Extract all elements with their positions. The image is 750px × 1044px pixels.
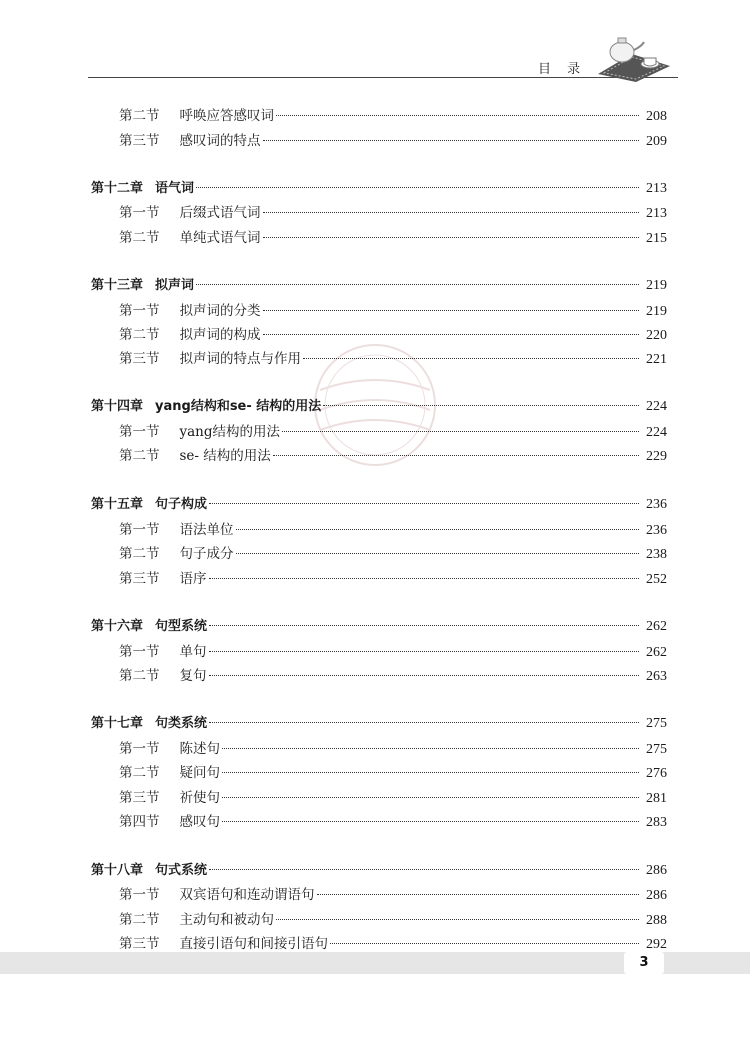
chapter-title: yang结构和se- 结构的用法 bbox=[155, 399, 322, 414]
entry-number: 第二节 bbox=[119, 668, 160, 684]
entry-page: 286 bbox=[646, 888, 667, 903]
chapter-title: 句式系统 bbox=[155, 863, 208, 878]
chapter-page: 213 bbox=[646, 181, 667, 196]
entry-page: 209 bbox=[646, 134, 667, 149]
chapter-page: 224 bbox=[646, 399, 667, 414]
toc-entry[interactable] bbox=[119, 106, 667, 126]
entry-title: 语序 bbox=[179, 571, 207, 587]
entry-title: 感叹词的特点 bbox=[179, 133, 261, 149]
entry-page: 281 bbox=[646, 791, 667, 806]
chapter-number: 第十八章 bbox=[91, 863, 144, 878]
chapter-number: 第十二章 bbox=[91, 181, 144, 196]
dot-leader bbox=[263, 211, 640, 213]
chapter-title: 语气词 bbox=[155, 181, 195, 196]
entry-title: 语法单位 bbox=[179, 522, 234, 538]
chapter-title: 句类系统 bbox=[155, 716, 208, 731]
chapter-page: 286 bbox=[646, 863, 667, 878]
dot-leader bbox=[209, 650, 640, 652]
dot-leader bbox=[209, 721, 639, 723]
entry-title: 主动句和被动句 bbox=[179, 912, 274, 928]
toc-entry[interactable] bbox=[119, 763, 667, 783]
dot-leader bbox=[323, 404, 639, 406]
entry-page: 252 bbox=[646, 572, 667, 587]
dot-leader bbox=[209, 502, 639, 504]
entry-number: 第二节 bbox=[119, 765, 160, 781]
toc-chapter-entry[interactable] bbox=[91, 861, 667, 881]
dot-leader bbox=[273, 454, 639, 456]
entry-number: 第二节 bbox=[119, 546, 160, 562]
dot-leader bbox=[209, 624, 639, 626]
dot-leader bbox=[222, 796, 639, 798]
entry-title: 拟声词的特点与作用 bbox=[179, 351, 301, 367]
entry-number: 第一节 bbox=[119, 205, 160, 221]
entry-page: 238 bbox=[646, 547, 667, 562]
chapter-number: 第十七章 bbox=[91, 716, 144, 731]
toc-entry[interactable] bbox=[119, 520, 667, 540]
page-header-title: 目 录 bbox=[538, 62, 587, 77]
toc-entry[interactable] bbox=[119, 788, 667, 808]
entry-number: 第二节 bbox=[119, 448, 160, 464]
entry-number: 第一节 bbox=[119, 887, 160, 903]
toc-chapter-entry[interactable] bbox=[91, 495, 667, 515]
entry-title: 复句 bbox=[179, 668, 207, 684]
toc-entry[interactable] bbox=[119, 885, 667, 905]
entry-page: 263 bbox=[646, 669, 667, 684]
chapter-number: 第十三章 bbox=[91, 278, 144, 293]
toc-entry[interactable] bbox=[119, 934, 667, 954]
entry-title: 拟声词的构成 bbox=[179, 327, 261, 343]
entry-title: 疑问句 bbox=[179, 765, 220, 781]
entry-number: 第二节 bbox=[119, 912, 160, 928]
entry-number: 第一节 bbox=[119, 424, 160, 440]
entry-page: 220 bbox=[646, 328, 667, 343]
entry-page: 276 bbox=[646, 766, 667, 781]
entry-number: 第一节 bbox=[119, 741, 160, 757]
chapter-page: 219 bbox=[646, 278, 667, 293]
dot-leader bbox=[236, 552, 640, 554]
entry-title: yang结构的用法 bbox=[179, 424, 281, 440]
dot-leader bbox=[263, 139, 640, 141]
entry-page: 262 bbox=[646, 645, 667, 660]
chapter-title: 句型系统 bbox=[155, 619, 208, 634]
entry-title: 单句 bbox=[179, 644, 207, 660]
dot-leader bbox=[276, 114, 639, 116]
entry-page: 292 bbox=[646, 937, 667, 952]
toc-entry[interactable] bbox=[119, 301, 667, 321]
toc-chapter-entry[interactable] bbox=[91, 617, 667, 637]
entry-title: 拟声词的分类 bbox=[179, 303, 261, 319]
entry-page: 213 bbox=[646, 206, 667, 221]
toc-entry[interactable] bbox=[119, 739, 667, 759]
dot-leader bbox=[330, 942, 639, 944]
page-number: 3 bbox=[624, 952, 664, 974]
entry-number: 第一节 bbox=[119, 303, 160, 319]
dot-leader bbox=[236, 528, 640, 530]
entry-number: 第三节 bbox=[119, 133, 160, 149]
entry-page: 275 bbox=[646, 742, 667, 757]
toc-entry[interactable] bbox=[119, 422, 667, 442]
toc-chapter-entry[interactable] bbox=[91, 714, 667, 734]
toc-entry[interactable] bbox=[119, 642, 667, 662]
toc-chapter-entry[interactable] bbox=[91, 179, 667, 199]
entry-title: 直接引语句和间接引语句 bbox=[179, 936, 328, 952]
toc-entry[interactable] bbox=[119, 228, 667, 248]
chapter-page: 262 bbox=[646, 619, 667, 634]
entry-number: 第三节 bbox=[119, 936, 160, 952]
dot-leader bbox=[196, 283, 639, 285]
toc-entry[interactable] bbox=[119, 349, 667, 369]
entry-number: 第二节 bbox=[119, 230, 160, 246]
dot-leader bbox=[209, 577, 640, 579]
dot-leader bbox=[276, 918, 639, 920]
toc-entry[interactable] bbox=[119, 910, 667, 930]
entry-title: 呼唤应答感叹词 bbox=[179, 108, 274, 124]
toc-entry[interactable] bbox=[119, 446, 667, 466]
chapter-page: 236 bbox=[646, 497, 667, 512]
entry-page: 229 bbox=[646, 449, 667, 464]
dot-leader bbox=[196, 186, 639, 188]
teapot-icon bbox=[592, 30, 672, 82]
entry-number: 第一节 bbox=[119, 522, 160, 538]
toc-entry[interactable] bbox=[119, 203, 667, 223]
toc-chapter-entry[interactable] bbox=[91, 276, 667, 296]
dot-leader bbox=[222, 820, 639, 822]
entry-page: 283 bbox=[646, 815, 667, 830]
entry-page: 224 bbox=[646, 425, 667, 440]
entry-title: 感叹句 bbox=[179, 814, 220, 830]
dot-leader bbox=[209, 868, 639, 870]
chapter-title: 拟声词 bbox=[155, 278, 195, 293]
dot-leader bbox=[222, 771, 639, 773]
entry-page: 288 bbox=[646, 913, 667, 928]
entry-title: 句子成分 bbox=[179, 546, 234, 562]
entry-number: 第二节 bbox=[119, 108, 160, 124]
entry-page: 215 bbox=[646, 231, 667, 246]
entry-title: 双宾语句和连动谓语句 bbox=[179, 887, 315, 903]
dot-leader bbox=[263, 333, 640, 335]
entry-number: 第四节 bbox=[119, 814, 160, 830]
chapter-title: 句子构成 bbox=[155, 497, 208, 512]
toc-entry[interactable] bbox=[119, 569, 667, 589]
toc-chapter-entry[interactable] bbox=[91, 397, 667, 417]
entry-number: 第三节 bbox=[119, 571, 160, 587]
toc-entry[interactable] bbox=[119, 131, 667, 151]
toc-entry[interactable] bbox=[119, 666, 667, 686]
entry-page: 221 bbox=[646, 352, 667, 367]
entry-page: 219 bbox=[646, 304, 667, 319]
entry-page: 236 bbox=[646, 523, 667, 538]
dot-leader bbox=[282, 430, 639, 432]
chapter-page: 275 bbox=[646, 716, 667, 731]
dot-leader bbox=[303, 357, 639, 359]
chapter-number: 第十四章 bbox=[91, 399, 144, 414]
toc-entry[interactable] bbox=[119, 812, 667, 832]
entry-number: 第三节 bbox=[119, 790, 160, 806]
entry-number: 第三节 bbox=[119, 351, 160, 367]
toc-entry[interactable] bbox=[119, 325, 667, 345]
dot-leader bbox=[263, 236, 640, 238]
entry-page: 208 bbox=[646, 109, 667, 124]
dot-leader bbox=[263, 309, 640, 311]
dot-leader bbox=[222, 747, 639, 749]
toc-entry[interactable] bbox=[119, 544, 667, 564]
entry-title: 后缀式语气词 bbox=[179, 205, 261, 221]
dot-leader bbox=[317, 893, 640, 895]
entry-number: 第一节 bbox=[119, 644, 160, 660]
entry-title: 单纯式语气词 bbox=[179, 230, 261, 246]
header-rule bbox=[88, 77, 678, 78]
chapter-number: 第十六章 bbox=[91, 619, 144, 634]
entry-title: 祈使句 bbox=[179, 790, 220, 806]
entry-title: se- 结构的用法 bbox=[179, 448, 271, 464]
dot-leader bbox=[209, 674, 640, 676]
chapter-number: 第十五章 bbox=[91, 497, 144, 512]
entry-number: 第二节 bbox=[119, 327, 160, 343]
entry-title: 陈述句 bbox=[179, 741, 220, 757]
